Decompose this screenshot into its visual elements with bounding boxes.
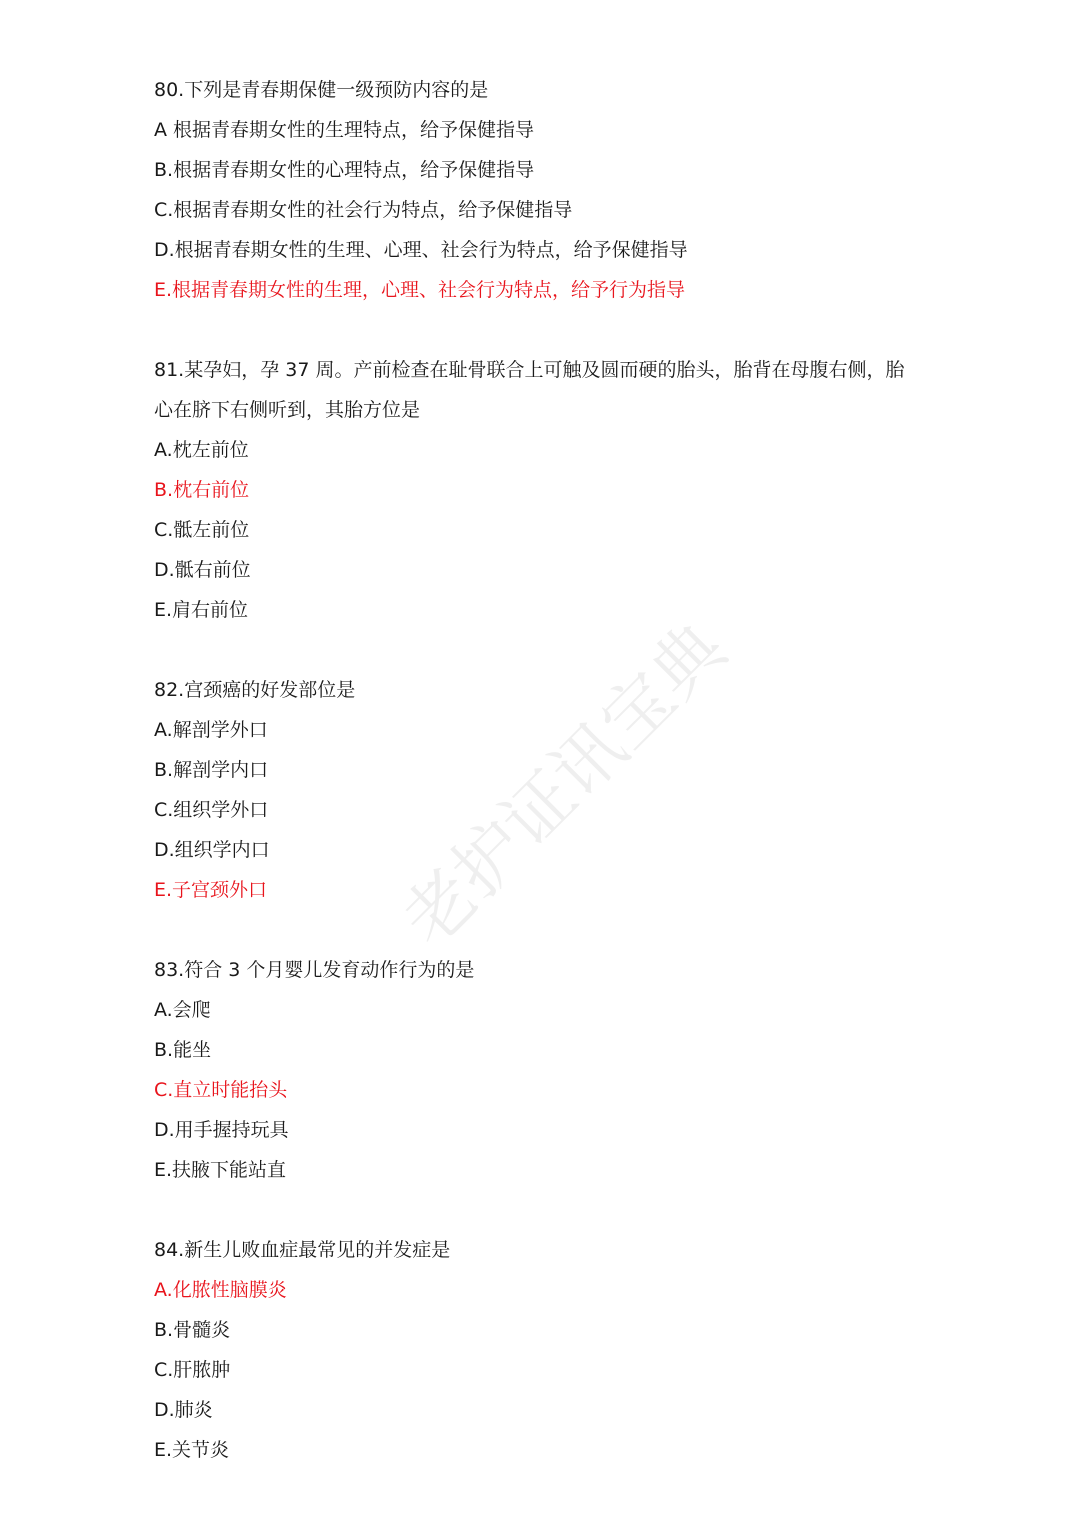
- question-84: [154, 1230, 934, 1470]
- option-c: C.组织学外口: [154, 799, 269, 821]
- question-stem-line-2: 心在脐下右侧听到，其胎方位是: [154, 399, 421, 421]
- option-b-correct-answer: B.枕右前位: [154, 479, 250, 501]
- option-e: E.扶腋下能站直: [154, 1159, 287, 1181]
- question-stem: 82.宫颈癌的好发部位是: [154, 679, 356, 701]
- option-a: A 根据青春期女性的生理特点，给予保健指导: [154, 119, 535, 141]
- option-b: B.解剖学内口: [154, 759, 269, 781]
- question-stem: 80.下列是青春期保健一级预防内容的是: [154, 79, 489, 101]
- option-c: C.根据青春期女性的社会行为特点，给予保健指导: [154, 199, 573, 221]
- question-82: [154, 670, 934, 910]
- option-d: D.组织学内口: [154, 839, 270, 861]
- watermark-text: 老护证讯宝典: [386, 606, 742, 962]
- option-a-correct-answer: A.化脓性脑膜炎: [154, 1279, 287, 1301]
- question-stem: 84.新生儿败血症最常见的并发症是: [154, 1239, 451, 1261]
- option-e: E.肩右前位: [154, 599, 249, 621]
- option-b: B.骨髓炎: [154, 1319, 231, 1341]
- question-83: [154, 950, 934, 1190]
- option-c: C.骶左前位: [154, 519, 250, 541]
- question-80: [154, 70, 934, 310]
- option-e-correct-answer: E.子宫颈外口: [154, 879, 268, 901]
- question-stem: 83.符合 3 个月婴儿发育动作行为的是: [154, 959, 475, 981]
- question-stem-line-1: 81.某孕妇，孕 37 周。产前检查在耻骨联合上可触及圆而硬的胎头，胎背在母腹右侧，胎: [154, 359, 905, 381]
- option-d: D.骶右前位: [154, 559, 251, 581]
- option-d: D.用手握持玩具: [154, 1119, 289, 1141]
- option-a: A.会爬: [154, 999, 211, 1021]
- question-list: [154, 70, 934, 1510]
- option-b: B.能坐: [154, 1039, 212, 1061]
- option-a: A.枕左前位: [154, 439, 249, 461]
- option-d: D.根据青春期女性的生理、心理、社会行为特点，给予保健指导: [154, 239, 688, 261]
- option-e-correct-answer: E.根据青春期女性的生理，心理、社会行为特点，给予行为指导: [154, 279, 686, 301]
- option-c-correct-answer: C.直立时能抬头: [154, 1079, 288, 1101]
- option-d: D.肺炎: [154, 1399, 213, 1421]
- option-c: C.肝脓肿: [154, 1359, 231, 1381]
- option-a: A.解剖学外口: [154, 719, 268, 741]
- option-b: B.根据青春期女性的心理特点，给予保健指导: [154, 159, 535, 181]
- question-81: [154, 350, 934, 630]
- option-e: E.关节炎: [154, 1439, 230, 1461]
